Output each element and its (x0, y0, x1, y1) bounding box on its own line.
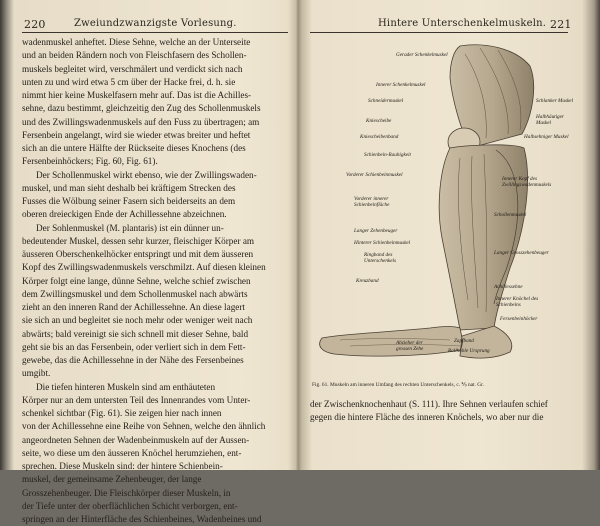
text-line: umgibt. (22, 368, 51, 379)
right-page (302, 0, 588, 470)
label-vordere-innere-schienbeinflaeche: Vorderer innerer Schienbeinfläche (354, 196, 390, 208)
text-line: sie sich an und begleitet sie noch mehr oder weniger weit nach (22, 315, 253, 326)
label-kniescheibenband: Kniescheibenband (360, 134, 399, 140)
text-line: Die tiefen hinteren Muskeln sind am enthäuteten (36, 381, 216, 392)
text-line: gewebe, das die Achillessehne in der Nähe des Fersenbeines (22, 355, 244, 365)
label-schienbein-rauhigkeit: Schienbein-Rauhigkeit (364, 152, 411, 158)
label-fersenbeinhoecker: Fersenbeinhöcker (500, 316, 538, 322)
text-line: Kopf des Zwillingswadenmuskels verschmilzt. Auf diesen kleinen (22, 262, 266, 273)
text-line: muskel, und man sieht deshalb bei kräftigem Strecken des (22, 182, 236, 193)
page-number-right: 221 (550, 18, 572, 31)
text-line: der Tiefe unter der oberflächlichen Schicht verborgen, ent- (22, 500, 238, 511)
label-achillessehne: Achillessehne (494, 284, 523, 290)
text-line: Fersenbeinhöckers; Fig. 60, Fig. 61). (22, 156, 158, 167)
label-vorderer-schienbeinmuskel: Vorderer Schienbeinmuskel (346, 172, 403, 178)
text-line: oberen dreieckigen Ende der Achillessehne abzeichnen. (22, 209, 227, 220)
text-line: und des Zwillingswadenmuskels auf den Fuss zu übertragen; am (22, 116, 260, 127)
label-abzieher-grosse-zehe: Abzieher der grossen Zehe (396, 340, 424, 352)
leg-illustration (310, 38, 580, 380)
running-head-left: Zweiundzwanzigste Vorlesung. (74, 18, 237, 29)
text-line: der Zwischenknochenhaut (S. 111). Ihre Sehnen verlaufen schief (310, 399, 548, 409)
text-line: und an beiden Rändern noch von Fleischfasern des Schollen- (22, 50, 247, 61)
label-innerer-knoechel: Innerer Knöchel des Schienbeins (496, 296, 539, 308)
text-line: Fersenbein angelangt, wird sie wieder etwas breiter und heftet (22, 129, 251, 140)
text-line: geht sie bis an das Fersenbein, oder verliert sich in dem Fett- (22, 341, 246, 352)
text-line: angeordneten Sehnen der Wadenbeinmuskeln auf der Aussen- (22, 434, 250, 445)
text-line: bedeutender Muskel, dessen sehr kurzer, fleischiger Körper am (22, 235, 255, 246)
body-text-left (22, 36, 288, 526)
text-line: zieht an den inneren Rand der Achillessehne. An diese lagert (22, 302, 245, 312)
text-line: nimmt hier keine Muskelfasern mehr auf. Das ist die Achilles- (22, 90, 252, 100)
text-line: äusseren Oberschenkelhöcker entspringt und mit dem äusseren (22, 249, 254, 259)
label-schlanker-muskel: Schlanker Muskel (536, 98, 574, 104)
label-innerer-kopf-zwillingswaden: Innerer Kopf des Zwillingswadenmuskels (502, 176, 552, 188)
label-innerer-schenkelmuskel: Innerer Schenkelmuskel (376, 82, 426, 88)
text-line: muskel, der gemeinsame Zehenbeuger, der lange (22, 474, 202, 485)
text-line: seite, wo diese um den äusseren Knöchel herumziehen, ent- (22, 447, 242, 458)
text-line: Grosszehenbeuger. Die Fleischkörper dieser Muskeln, in (22, 487, 231, 498)
text-line: sehne, dazu bestimmt, gleichzeitig den Zug des Schollenmuskels (22, 103, 261, 114)
label-zapfband: Zapfband (454, 338, 474, 344)
text-line: Fusses die Wölbung seiner Fasern sich beiderseits an dem (22, 196, 236, 206)
label-kreuzband: Kreuzband (356, 278, 379, 284)
label-ringband-unterschenkel: Ringband des Unterschenkels (364, 252, 396, 264)
label-hinterer-schienbeinmuskel: Hinterer Schienbeinmuskel (354, 240, 411, 246)
label-rollhoehle-ursprung: Rollhöhle Ursprung (448, 348, 490, 354)
label-halbhaeutiger-muskel: Halbhäutiger Muskel (536, 114, 564, 126)
text-line: sprechen. Diese Muskeln sind: der hintere Schienbein- (22, 461, 223, 471)
label-kniescheibe: Kniescheibe (366, 118, 392, 124)
header-rule-left (22, 32, 288, 33)
text-line: dem Zwillingsmuskel und dem Schollenmuskel nach abwärts (22, 288, 248, 299)
page-number-left: 220 (24, 18, 46, 31)
label-langer-zehenbeuger: Langer Zehenbeuger (354, 228, 398, 234)
text-line: Körper nur an dem untersten Teil des Innenrandes vom Unter- (22, 394, 251, 405)
text-line: Der Sohlenmuskel (M. plantaris) ist ein dünner un- (36, 222, 224, 233)
label-schollenmuskel: Schollenmuskel (494, 212, 527, 218)
left-page (14, 0, 294, 524)
text-line: gegen die hintere Fläche des inneren Knöchels, wo aber nur die (310, 412, 544, 423)
label-schneidermuskel: Schneidermuskel (368, 98, 404, 104)
body-text-right (310, 398, 582, 425)
label-langer-grosszehenbeuger: Langer Grosszehenbeuger (494, 250, 549, 256)
text-line: unten zu und wird etwa 5 cm über der Hacke frei, d. h. sie (22, 76, 236, 87)
label-gerader-schenkelmuskel: Gerader Schenkelmuskel (396, 52, 448, 58)
text-line: sich an die untere Hälfte der Rückseite dieses Knochens (des (22, 143, 246, 153)
text-line: springen an der Hinterfläche des Schienbeines, Wadenbeines und (22, 514, 262, 524)
text-line: Der Schollenmuskel wirkt ebenso, wie der Zwillingswaden- (36, 169, 257, 180)
text-line: abwärts; bald vereinigt sie sich schnell mit dieser Sehne, bald (22, 328, 249, 339)
label-halbsehniger-muskel: Halbsehniger Muskel (524, 134, 569, 140)
header-rule-right (310, 32, 568, 33)
text-line: muskels begleitet wird, verschmälert und verdickt sich nach (22, 63, 243, 74)
text-line: von der Achillessehne eine Reihe von Sehnen, welche den ähnlich (22, 421, 266, 432)
text-line: Körper folgt eine lange, dünne Sehne, welche schief zwischen (22, 275, 251, 286)
running-head-right: Hintere Unterschenkelmuskeln. (378, 18, 547, 29)
text-line: wadenmuskel anheftet. Diese Sehne, welche an der Unterseite (22, 37, 251, 47)
figure-caption: Fig. 61. Muskeln am inneren Umfang des rechten Unterschenkels, c. ⅑ nat. Gr. (312, 382, 484, 388)
anatomical-figure-leg (310, 38, 580, 380)
text-line: schenkel sichtbar (Fig. 61). Sie zeigen hier nach innen (22, 408, 222, 418)
